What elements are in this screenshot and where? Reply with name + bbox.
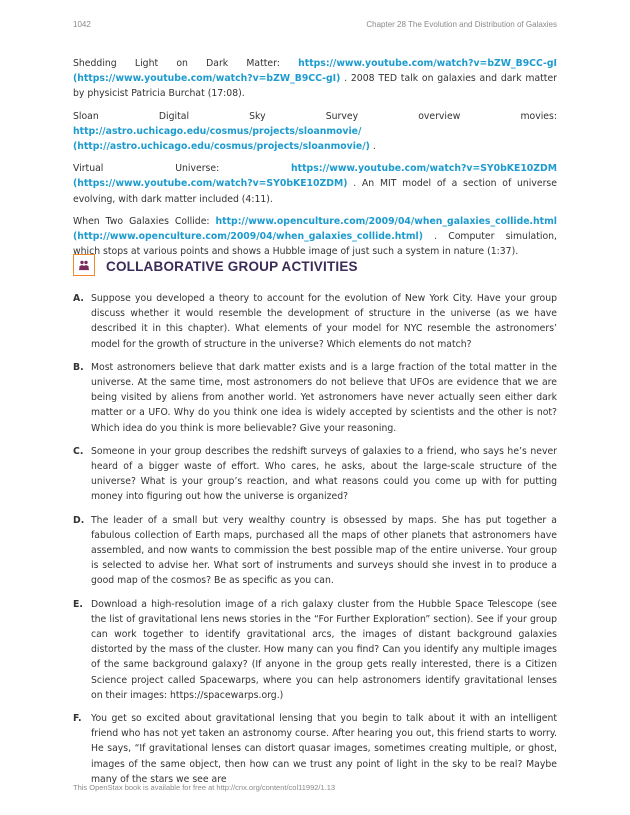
activity-text: Most astronomers believe that dark matter exists and is a large fraction of the total matter in the universe. At the same time, most astronomers do not believe that UFOs are evidence that we are being visited by aliens from another world. Yet astronomers have never actually seen either dark matter or a UFO. Why do you think one idea is widely accepted by scientists and the other is not? Which idea do you think is more believable? Give your reasoning. [91,361,557,434]
resource-item [73,56,557,102]
resource-link[interactable]: http://astro.uchicago.edu/cosmus/projects/sloanmovie/ [73,125,362,137]
activity-letter: C. [73,445,84,457]
activity-item [73,360,557,436]
activity-letter: F. [73,713,82,725]
activity-text: You get so excited about gravitational lensing that you begin to talk about it with an intelligent friend who has not yet taken an astronomy course. After hearing you out, this friend starts to worry. He says, “If gravitational lenses can distort quasar images, sometimes creating multiple, or ghost, images of the same object, then how can we trust any point of light in the sky to be real? Maybe many of the stars we see are [91,713,557,785]
resource-lead: Sloan Digital Sky Survey overview movies: [73,110,557,122]
resource-item [73,161,557,207]
resource-link-alt[interactable]: (http://astro.uchicago.edu/cosmus/projects/sloanmovie/) [73,141,370,153]
chapter-title: Chapter 28 The Evolution and Distribution of Galaxies [366,20,557,29]
resource-description: . An MIT model of a section of universe evolving, with dark matter included (4:11). [73,178,557,205]
resource-list [73,56,557,266]
activity-item [73,711,557,787]
resource-lead: Virtual Universe: [73,163,292,175]
activity-list [73,291,557,795]
page-number: 1042 [73,20,91,29]
page-footer: This OpenStax book is available for free at http://cnx.org/content/col11992/1.13 [73,783,336,792]
resource-link-alt[interactable]: (https://www.youtube.com/watch?v=bZW_B9CC-gI) [73,73,341,85]
activity-text: Download a high-resolution image of a rich galaxy cluster from the Hubble Space Telescope (see the list of gravitational lens news stories in the “For Further Exploration” section). See if your group can work together to identify gravitational arcs, the images of distant background galaxies distorted by the mass of the cluster. How many can you find? Can you identify any multiple images of the same background galaxy? (If anyone in the group gets really interested, there is a Citizen Science project called Spacewarps, where you can help astronomers identify gravitational lenses on their images: https://spacewarps.org.) [91,598,557,701]
activity-letter: A. [73,293,84,304]
resource-link[interactable]: http://www.openculture.com/2009/04/when_galaxies_collide.html [215,215,557,227]
activity-item [73,513,557,589]
resource-description: . Computer simulation, which stops at various points and shows a Hubble image of just such a system in nature (1:37). [73,231,557,258]
resource-lead: Shedding Light on Dark Matter: [73,58,299,69]
resource-description: . [369,141,376,153]
resource-description: . 2008 TED talk on galaxies and dark matter by physicist Patricia Burchat (17:08). [73,73,557,100]
resource-link[interactable]: https://www.youtube.com/watch?v=bZW_B9CC-gI [298,58,557,69]
activity-letter: B. [73,361,84,373]
activity-letter: E. [73,598,83,610]
activity-letter: D. [73,514,85,526]
resource-item [73,109,557,155]
activity-text: Someone in your group describes the redshift surveys of galaxies to a friend, who says he’s never heard of a bigger waste of effort. Who cares, he asks, about the large-scale structure of the universe? What is your group’s reaction, and what reasons could you come up with for putting money into figuring out how the universe is organized? [91,445,557,503]
resource-link-alt[interactable]: (https://www.youtube.com/watch?v=SY0bKE10ZDM) [73,178,348,190]
activity-item [73,291,557,352]
resource-lead: When Two Galaxies Collide: [73,215,216,227]
activity-text: Suppose you developed a theory to account for the evolution of New York City. Have your group discuss whether it would resemble the development of structure in the universe (as we have described it in this chapter). What elements of your model for NYC resemble the astronomers’ model for the growth of structure in the universe? Which elements do not match? [91,293,557,350]
group-activity-icon [73,254,95,276]
resource-link-alt[interactable]: (http://www.openculture.com/2009/04/when_galaxies_collide.html) [73,231,423,243]
activity-item [73,597,557,703]
section-heading [73,253,557,279]
resource-link[interactable]: https://www.youtube.com/watch?v=SY0bKE10ZDM [291,163,557,175]
activity-item [73,444,557,505]
section-title: COLLABORATIVE GROUP ACTIVITIES [106,259,358,274]
activity-text: The leader of a small but very wealthy country is obsessed by maps. She has put together a fabulous collection of Earth maps, purchased all the maps of other planets that astronomers have assembled, and now wants to commission the best possible map of the entire universe. Your group is selected to advise her. What sort of instruments and surveys should she invest in to produce a good map of the cosmos? Be as specific as you can. [91,514,557,587]
page-header [73,20,557,34]
